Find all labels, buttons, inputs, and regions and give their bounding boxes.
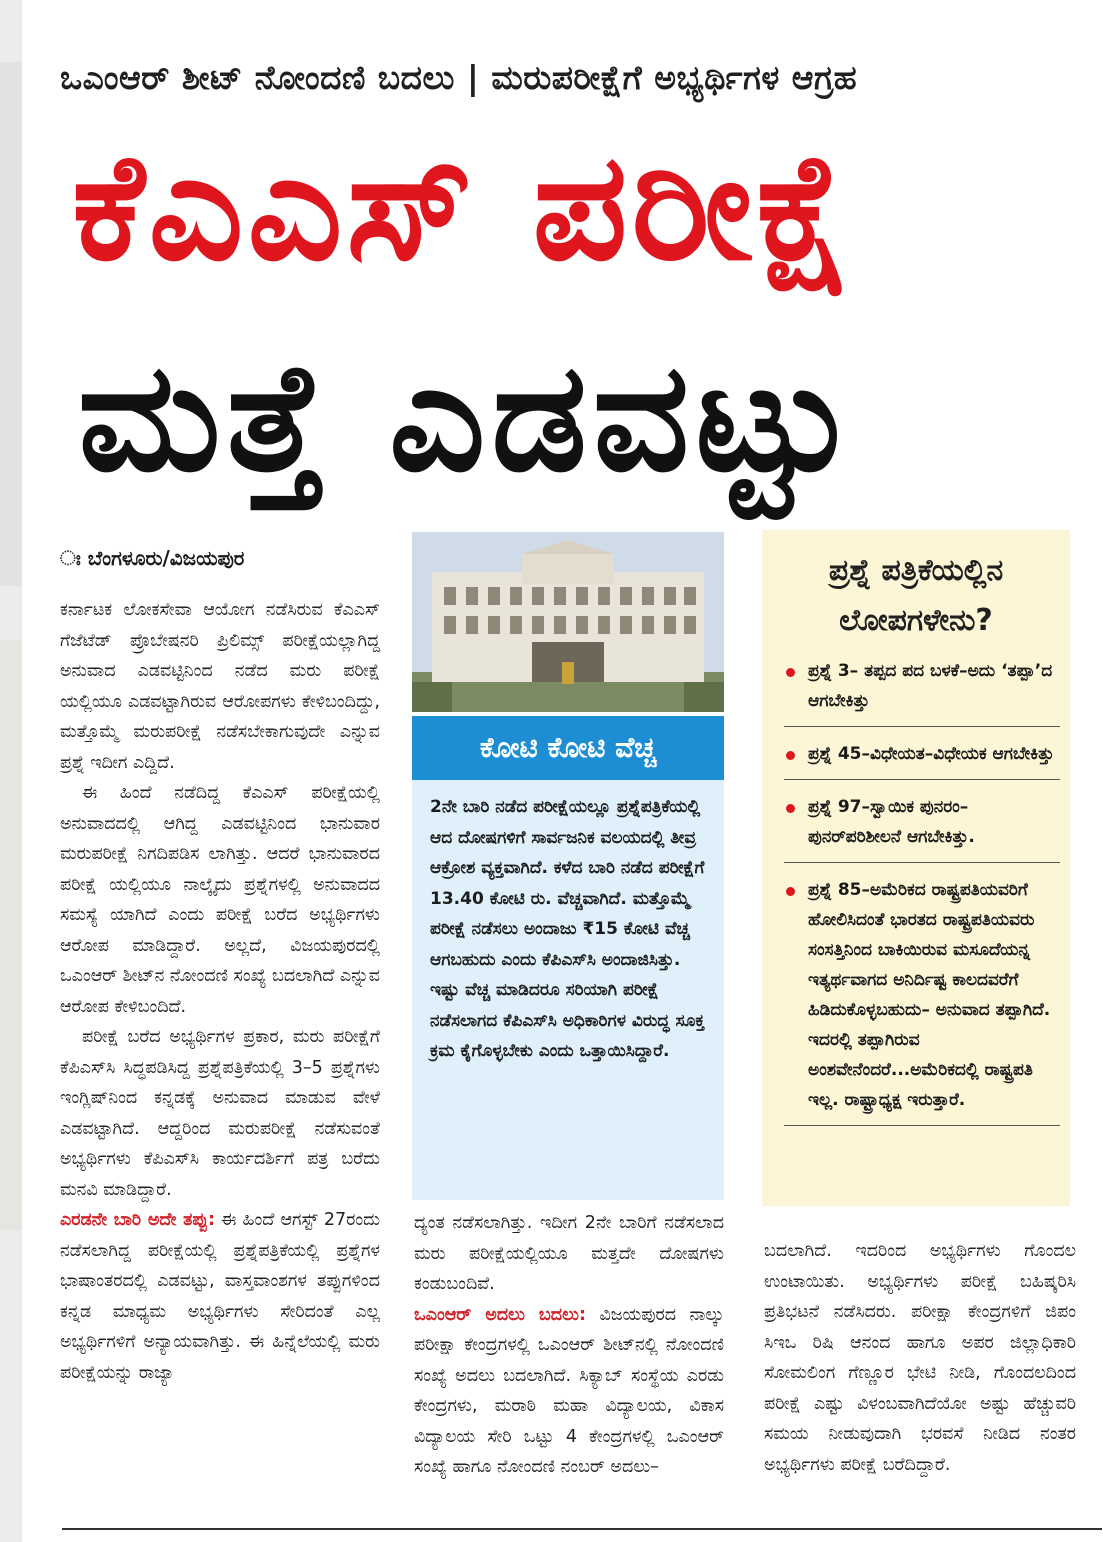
errors-box-title: ಪ್ರಶ್ನೆ ಪತ್ರಿಕೆಯಲ್ಲಿನ ಲೋಪಗಳೇನು? <box>828 553 1004 638</box>
paragraph-text: ವಿಜಯಪುರದ ನಾಲ್ಕು ಪರೀಕ್ಷಾ ಕೇಂದ್ರಗಳಲ್ಲಿ ಒಎಂಆರ್ ಶೀಟ್‌ನಲ್ಲಿ ನೋಂದಣಿ ಸಂಖ್ಯೆ ಅದಲು ಬದಲಾಗಿದೆ. ಸಿಕ್ಯಾಬ್ ಸಂಸ್ಥೆಯ ಎರಡು ಕೇಂದ್ರಗಳು, ಮರಾಠಿ ಮಹಾ ವಿದ್ಯಾಲಯ, ವಿಕಾಸ ವಿದ್ಯಾಲಯ ಸೇರಿ ಒಟ್ಟು 4 ಕೇಂದ್ರಗಳಲ್ಲಿ ಒಎಂಆರ್ ಸಂಖ್ಯೆ ಹಾಗೂ ನೋಂದಣಿ ನಂಬರ್ ಅದಲು– <box>414 1304 724 1477</box>
article-column-2 <box>414 1208 724 1483</box>
headline-line-1: ಕೆಎಎಸ್ ಪರೀಕ್ಷೆ <box>72 121 856 293</box>
adjacent-page-segment <box>0 640 22 1230</box>
list-item <box>784 656 1060 727</box>
list-item-text: ಪ್ರಶ್ನೆ 3– ತಪ್ಪದ ಪದ ಬಳಕೆ–ಅದು ‘ತಪ್ಪಾ’ದ ಆಗಬೇಕಿತ್ತು <box>808 661 1053 711</box>
paragraph: ಈ ಹಿಂದೆ ನಡೆದಿದ್ದ ಕೆಎಎಸ್ ಪರೀಕ್ಷೆಯಲ್ಲಿ ಅನುವಾದದಲ್ಲಿ ಆಗಿದ್ದ ಎಡವಟ್ಟಿನಿಂದ ಭಾನುವಾರ ಮರುಪರೀಕ್ಷೆ ನಿಗದಿಪಡಿಸ ಲಾಗಿತ್ತು. ಆದರೆ ಭಾನುವಾರದ ಪರೀಕ್ಷೆ ಯಲ್ಲಿಯೂ ನಾಲ್ಕೈದು ಪ್ರಶ್ನೆಗಳಲ್ಲಿ ಅನುವಾದದ ಸಮಸ್ಯೆ ಯಾಗಿದೆ ಎಂದು ಪರೀಕ್ಷೆ ಬರೆದ ಅಭ್ಯರ್ಥಿಗಳು ಆರೋಪ ಮಾಡಿದ್ದಾರೆ. ಅಲ್ಲದೆ, ವಿಜಯಪುರದಲ್ಲಿ ಒಎಂಆರ್ ಶೀಟ್‌ನ ನೋಂದಣಿ ಸಂಖ್ಯೆ ಬದಲಾಗಿದೆ ಎನ್ನುವ ಆರೋಪ ಕೇಳಿಬಂದಿದೆ. <box>60 783 380 1017</box>
vidhana-soudha-photo <box>412 532 724 712</box>
bullet-icon <box>786 887 795 896</box>
adjacent-page-strip <box>0 0 22 1542</box>
adjacent-page-segment <box>0 62 22 586</box>
list-item-text: ಪ್ರಶ್ನೆ 45–ವಿಧೇಯತ–ವಿಧೇಯಕ ಆಗಬೇಕಿತ್ತು <box>808 744 1054 764</box>
headline-line-2: ಮತ್ತೆ ಎಡವಟ್ಟು <box>78 331 858 505</box>
bullet-icon <box>786 804 795 813</box>
paragraph <box>60 1205 380 1388</box>
article-column-3 <box>764 1236 1076 1480</box>
cost-box-title: ಕೋಟಿ ಕೋಟಿ ವೆಚ್ಚ <box>412 716 724 780</box>
list-item <box>784 739 1060 780</box>
errors-list <box>784 656 1060 1138</box>
kicker-line: ಒಎಂಆರ್‌ ಶೀಟ್‌ ನೋಂದಣಿ ಬದಲು | ಮರುಪರೀಕ್ಷೆಗೆ ಅಭ್ಯರ್ಥಿಗಳ ಆಗ್ರಹ <box>60 58 858 97</box>
article-column-1 <box>60 595 380 1388</box>
dateline-icon: ಃ <box>60 546 88 570</box>
list-item <box>784 792 1060 863</box>
building-illustration <box>412 532 724 712</box>
cost-box-body: 2ನೇ ಬಾರಿ ನಡೆದ ಪರೀಕ್ಷೆಯಲ್ಲೂ ಪ್ರಶ್ನೆಪತ್ರಿಕೆಯಲ್ಲಿ ಆದ ದೋಷಗಳಿಗೆ ಸಾರ್ವಜನಿಕ ವಲಯದಲ್ಲಿ ತೀವ್ರ ಆಕ್ರೋಶ ವ್ಯಕ್ತವಾಗಿದೆ. ಕಳೆದ ಬಾರಿ ನಡೆದ ಪರೀಕ್ಷೆಗೆ 13.40 ಕೋಟಿ ರು. ವೆಚ್ಚವಾಗಿದೆ. ಮತ್ತೊಮ್ಮೆ ಪರೀಕ್ಷೆ ನಡೆಸಲು ಅಂದಾಜು ₹15 ಕೋಟಿ ವೆಚ್ಚ ಆಗಬಹುದು ಎಂದು ಕೆಪಿಎಸ್‌ಸಿ ಅಂದಾಜಿಸಿತ್ತು. ಇಷ್ಟು ವೆಚ್ಚ ಮಾಡಿದರೂ ಸರಿಯಾಗಿ ಪರೀಕ್ಷೆ ನಡೆಸಲಾಗದ ಕೆಪಿಎಸ್‌ಸಿ ಅಧಿಕಾರಿಗಳ ವಿರುದ್ಧ ಸೂಕ್ತ ಕ್ರಮ ಕೈಗೊಳ್ಳಬೇಕು ಎಂದು ಒತ್ತಾಯಿಸಿದ್ದಾರೆ. <box>430 797 705 1061</box>
dateline-text: ಬೆಂಗಳೂರು/ವಿಜಯಪುರ <box>87 546 245 570</box>
bottom-rule <box>62 1528 1102 1530</box>
paragraph: ಪರೀಕ್ಷೆ ಬರೆದ ಅಭ್ಯರ್ಥಿಗಳ ಪ್ರಕಾರ, ಮರು ಪರೀಕ್ಷೆಗೆ ಕೆಪಿಎಸ್‌ಸಿ ಸಿದ್ಧಪಡಿಸಿದ್ದ ಪ್ರಶ್ನೆಪತ್ರಿಕೆಯಲ್ಲಿ 3–5 ಪ್ರಶ್ನೆಗಳು ಇಂಗ್ಲಿಷ್‌ನಿಂದ ಕನ್ನಡಕ್ಕೆ ಅನುವಾದ ಮಾಡುವ ವೇಳೆ ಎಡವಟ್ಟಾಗಿದೆ. ಆದ್ದರಿಂದ ಮರುಪರೀಕ್ಷೆ ನಡೆಸುವಂತೆ ಅಭ್ಯರ್ಥಿಗಳು ಕೆಪಿಎಸ್‌ಸಿ ಕಾರ್ಯದರ್ಶಿಗೆ ಪತ್ರ ಬರೆದು ಮನವಿ ಮಾಡಿದ್ದಾರೆ. <box>60 1027 380 1200</box>
paragraph: ದ್ಯಂತ ನಡೆಸಲಾಗಿತ್ತು. ಇದೀಗ 2ನೇ ಬಾರಿಗೆ ನಡೆಸಲಾದ ಮರು ಪರೀಕ್ಷೆಯಲ್ಲಿಯೂ ಮತ್ತದೇ ದೋಷಗಳು ಕಂಡುಬಂದಿವೆ. <box>414 1213 724 1294</box>
dateline <box>60 546 244 570</box>
bullet-icon <box>786 751 795 760</box>
paragraph-text: ಈ ಹಿಂದೆ ಆಗಸ್ಟ್ 27ರಂದು ನಡೆಸಲಾಗಿದ್ದ ಪರೀಕ್ಷೆಯಲ್ಲಿ ಪ್ರಶ್ನೆಪತ್ರಿಕೆಯಲ್ಲಿ ಪ್ರಶ್ನೆಗಳ ಭಾಷಾಂತರದಲ್ಲಿ ಎಡವಟ್ಟು, ವಾಸ್ತವಾಂಶಗಳ ತಪ್ಪುಗಳಿಂದ ಕನ್ನಡ ಮಾಧ್ಯಮ ಅಭ್ಯರ್ಥಿಗಳು ಸೇರಿದಂತೆ ಎಲ್ಲ ಅಭ್ಯರ್ಥಿಗಳಿಗೆ ಅನ್ಯಾಯವಾಗಿತ್ತು. ಈ ಹಿನ್ನೆಲೆಯಲ್ಲಿ ಮರು ಪರೀಕ್ಷೆಯನ್ನು ರಾಜ್ಯಾ <box>60 1210 381 1383</box>
cost-box <box>412 716 724 1200</box>
list-item-text: ಪ್ರಶ್ನೆ 85–ಅಮೆರಿಕದ ರಾಷ್ಟ್ರಪತಿಯವರಿಗೆ ಹೋಲಿಸಿದಂತೆ ಭಾರತದ ರಾಷ್ಟ್ರಪತಿಯವರು ಸಂಸತ್ತಿನಿಂದ ಬಾಕಿಯಿರುವ ಮಸೂದೆಯನ್ನ ಇತ್ಯರ್ಥವಾಗದ ಅನಿರ್ದಿಷ್ಟ ಕಾಲದವರೆಗೆ ಹಿಡಿದುಕೊಳ್ಳಬಹುದು– ಅನುವಾದ ತಪ್ಪಾಗಿದೆ. ಇದರಲ್ಲಿ ತಪ್ಪಾಗಿರುವ ಅಂಶವೇನೆಂದರೆ...ಅಮೆರಿಕದಲ್ಲಿ ರಾಷ್ಟ್ರಪತಿ ಇಲ್ಲ. ರಾಷ್ಟ್ರಾಧ್ಯಕ್ಷ ಇರುತ್ತಾರೆ. <box>808 880 1051 1110</box>
paragraph <box>414 1300 724 1483</box>
errors-box <box>762 530 1070 1206</box>
list-item-text: ಪ್ರಶ್ನೆ 97–ಸ್ವಾಯಿಕ ಪುನರಂ– ಪುನರ್‌ಪರಿಶೀಲನೆ ಆಗಬೇಕಿತ್ತು. <box>808 797 975 847</box>
subheading: ಒಎಂಆರ್ ಅದಲು ಬದಲು: <box>414 1304 586 1325</box>
subheading: ಎರಡನೇ ಬಾರಿ ಅದೇ ತಪ್ಪು: <box>60 1210 215 1230</box>
list-item <box>784 875 1060 1126</box>
bullet-icon <box>786 668 795 677</box>
paragraph: ಕರ್ನಾಟಕ ಲೋಕಸೇವಾ ಆಯೋಗ ನಡೆಸಿರುವ ಕೆಎಎಸ್ ಗೆಜೆಟೆಡ್ ಪ್ರೊಬೇಷನರಿ ಪ್ರಿಲಿಮ್ಸ್ ಪರೀಕ್ಷೆಯಲ್ಲಾಗಿದ್ದ ಅನುವಾದ ಎಡವಟ್ಟಿನಿಂದ ನಡೆದ ಮರು ಪರೀಕ್ಷೆ ಯಲ್ಲಿಯೂ ಎಡವಟ್ಟಾಗಿರುವ ಆರೋಪಗಳು ಕೇಳಿಬಂದಿದ್ದು, ಮತ್ತೊಮ್ಮೆ ಮರುಪರೀಕ್ಷೆ ನಡೆಸಬೇಕಾಗುವುದೇ ಎನ್ನುವ ಪ್ರಶ್ನೆ ಇದೀಗ ಎದ್ದಿದೆ. <box>60 600 380 773</box>
paragraph: ಬದಲಾಗಿದೆ. ಇದರಿಂದ ಅಭ್ಯರ್ಥಿಗಳು ಗೊಂದಲ ಉಂಟಾಯಿತು. ಅಭ್ಯರ್ಥಿಗಳು ಪರೀಕ್ಷೆ ಬಹಿಷ್ಕರಿಸಿ ಪ್ರತಿಭಟನೆ ನಡೆಸಿದರು. ಪರೀಕ್ಷಾ ಕೇಂದ್ರಗಳಿಗೆ ಜಿಪಂ ಸಿಇಒ ರಿಷಿ ಆನಂದ ಹಾಗೂ ಅಪರ ಜಿಲ್ಲಾಧಿಕಾರಿ ಸೋಮಲಿಂಗ ಗೆಣ್ಣೂರ ಭೇಟಿ ನೀಡಿ, ಗೊಂದಲದಿಂದ ಪರೀಕ್ಷೆ ಎಷ್ಟು ವಿಳಂಬವಾಗಿದೆಯೋ ಅಷ್ಟು ಹೆಚ್ಚುವರಿ ಸಮಯ ನೀಡುವುದಾಗಿ ಭರವಸೆ ನೀಡಿದ ನಂತರ ಅಭ್ಯರ್ಥಿಗಳು ಪರೀಕ್ಷೆ ಬರೆದಿದ್ದಾರೆ. <box>764 1241 1076 1475</box>
